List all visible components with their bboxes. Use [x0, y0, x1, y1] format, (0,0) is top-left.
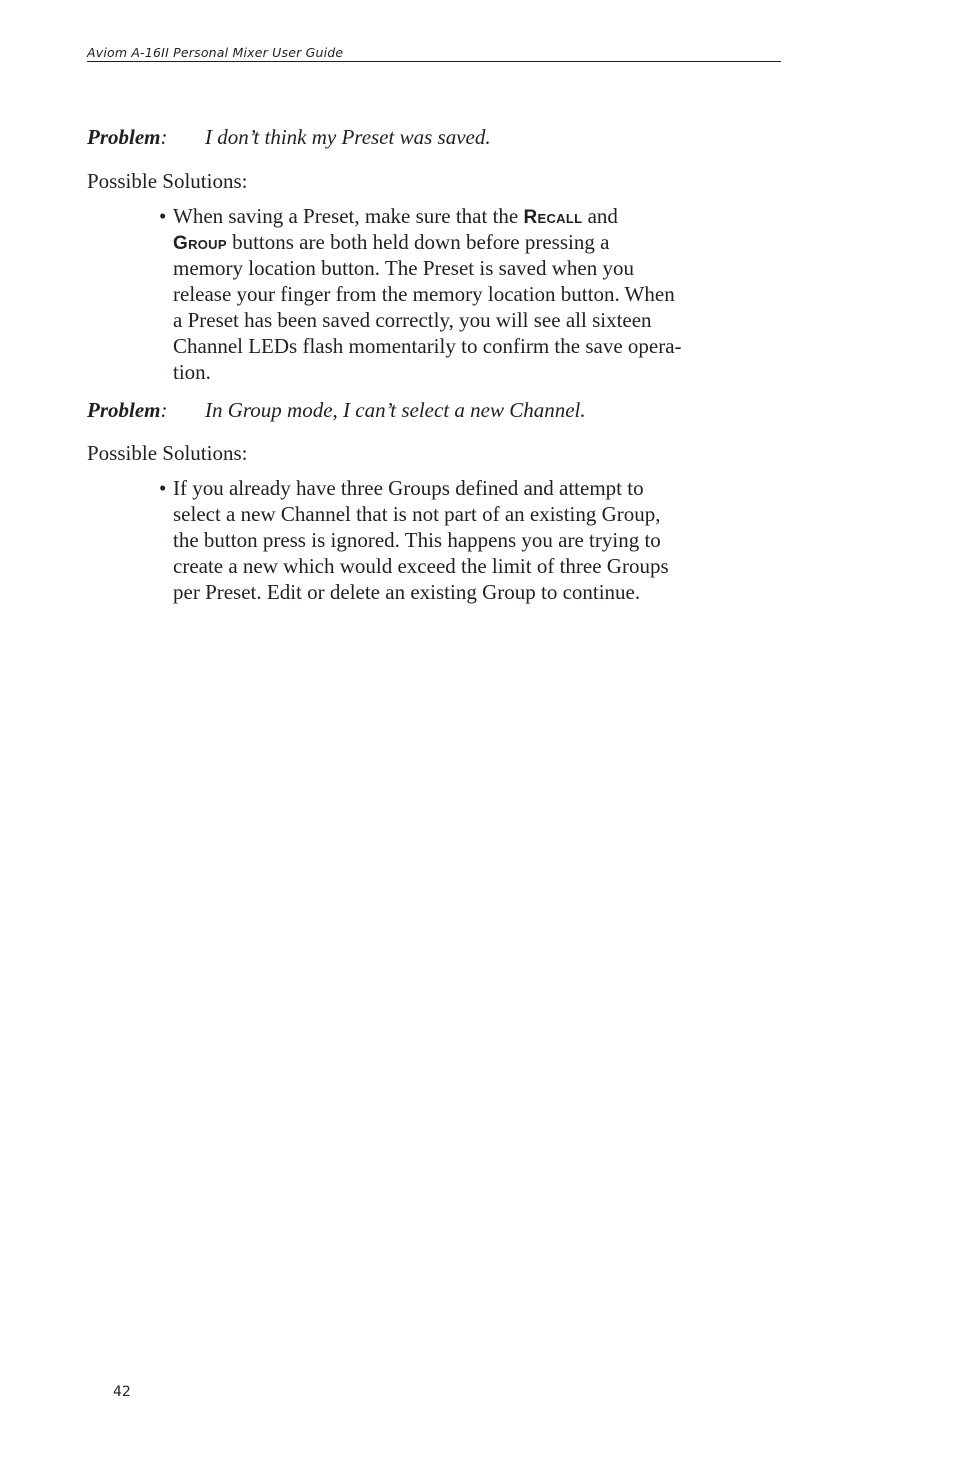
problem-label: Problem — [87, 398, 161, 422]
bullet-line: select a new Channel that is not part of an existing Group, — [173, 502, 661, 526]
text-run: When saving a Preset, make sure that the — [173, 204, 524, 228]
bullet-line: create a new which would exceed the limit of three Groups — [173, 554, 669, 578]
header-title: Aviom A-16II Personal Mixer User Guide — [87, 45, 344, 60]
problem-colon: : — [160, 398, 168, 422]
bullet-line: a Preset has been saved correctly, you will see all sixteen — [173, 308, 652, 332]
bullet-line: Channel LEDs flash momentarily to confirm the save opera- — [173, 334, 682, 358]
bullet-text — [173, 203, 682, 385]
solutions-heading-2: Possible Solutions: — [87, 441, 248, 465]
recall-button-name: Recall — [523, 207, 583, 228]
bullet-dot: • — [159, 204, 167, 228]
problem-label: Problem — [87, 125, 161, 149]
problem-2 — [87, 397, 586, 423]
solutions-heading-1: Possible Solutions: — [87, 169, 248, 193]
bullet-line — [173, 203, 682, 229]
bullet-line: If you already have three Groups defined and attempt to — [173, 476, 644, 500]
problem-text: I don’t think my Preset was saved. — [205, 125, 491, 149]
text-run: buttons are both held down before pressing a — [226, 230, 610, 254]
page-header — [87, 44, 781, 62]
bullet-line — [173, 229, 682, 255]
bullet-line: tion. — [173, 360, 211, 384]
problem-1 — [87, 124, 491, 150]
bullet-dot: • — [159, 476, 167, 500]
group-button-name: Group — [173, 233, 227, 254]
bullet-line: the button press is ignored. This happens you are trying to — [173, 528, 661, 552]
text-run: and — [582, 204, 618, 228]
bullet-text — [173, 475, 669, 605]
bullet-line: release your finger from the memory location button. When — [173, 282, 675, 306]
page-number: 42 — [113, 1384, 131, 1400]
bullet-line: memory location button. The Preset is saved when you — [173, 256, 634, 280]
bullet-line: per Preset. Edit or delete an existing Group to continue. — [173, 580, 641, 604]
problem-colon: : — [160, 125, 168, 149]
problem-text: In Group mode, I can’t select a new Channel. — [205, 398, 586, 422]
